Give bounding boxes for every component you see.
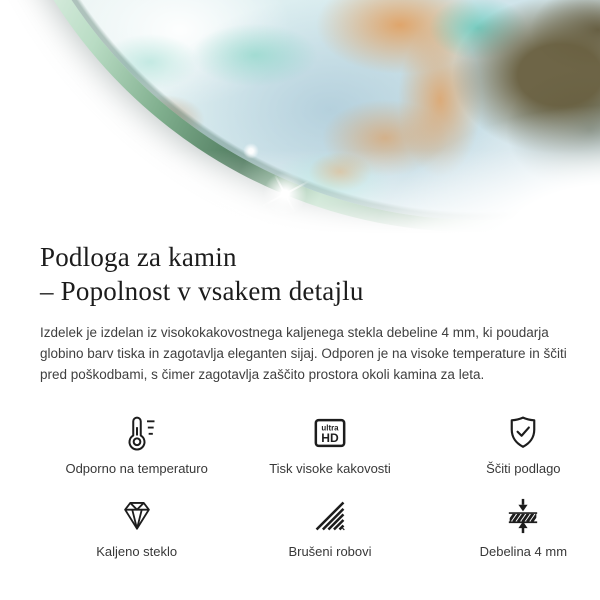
feature-print-quality: [233, 411, 426, 476]
feature-polished-edges: [233, 494, 426, 559]
ultra-hd-badge-top: ultra: [321, 423, 339, 433]
ultra-hd-icon: [310, 411, 350, 455]
title-line-1: Podloga za kamin: [40, 242, 237, 272]
feature-protection: [427, 411, 600, 476]
features-grid: [40, 411, 600, 559]
feature-label: Ščiti podlago: [486, 461, 561, 476]
feature-temperature: [40, 411, 233, 476]
page-title: [40, 240, 560, 308]
feature-label: Tisk visoke kakovosti: [269, 461, 391, 476]
feature-label: Brušeni robovi: [288, 544, 372, 559]
thermometer-icon: [117, 411, 157, 455]
product-description: Izdelek je izdelan iz visokokakovostnega kaljenega stekla debeline 4 mm, ki poudarja globino barv tiska in zagotavlja eleganten sijaj. Odporen je na visoke temperature in ščiti pred poškodbami, s čimer zagotavlja zaščito prostora okoli kamina za leta.: [40, 325, 567, 382]
feature-label: Debelina 4 mm: [479, 544, 568, 559]
feature-label: Kaljeno steklo: [96, 544, 178, 559]
feature-tempered-glass: [40, 494, 233, 559]
feature-label: Odporno na temperaturo: [65, 461, 208, 476]
bevel-stripes-icon: [311, 494, 349, 538]
diamond-icon: [118, 494, 156, 538]
product-info: [0, 240, 600, 559]
title-line-2: – Popolnost v vsakem detajlu: [40, 276, 364, 306]
product-photo: [0, 0, 600, 236]
thickness-icon: [503, 494, 543, 538]
sparkle-small-icon: [243, 143, 259, 159]
ultra-hd-badge-bottom: HD: [321, 430, 339, 445]
shield-check-icon: [503, 411, 543, 455]
feature-thickness: [427, 494, 600, 559]
